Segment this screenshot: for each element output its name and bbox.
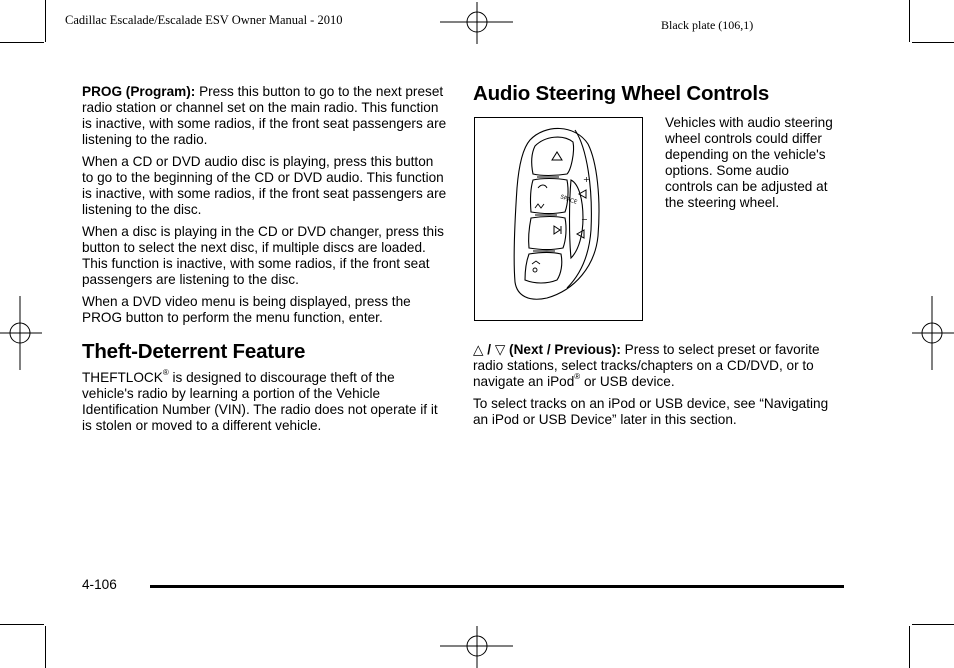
down-arrow-icon: ▽ — [494, 342, 506, 357]
space-label: SPACE — [559, 194, 578, 206]
cd-paragraph: When a CD or DVD audio disc is playing, press this button to go to the beginning of the CD or DVD audio. This function is inactive, with some radios, if the front seat passengers are listening to the disc. — [82, 154, 447, 217]
registration-mark-right — [910, 296, 954, 372]
prog-paragraph — [82, 84, 448, 148]
left-column — [82, 84, 448, 434]
registered-mark: ® — [162, 368, 169, 378]
theftlock-paragraph: THEFTLOCK® is designed to discourage theft of the vehicle's radio by learning a portion of the Vehicle Identification Number (VIN). The radio does not operate if it is stolen or moved to a different vehicle. — [82, 368, 438, 433]
registered-mark: ® — [574, 372, 581, 382]
figure-caption: Vehicles with audio steering wheel controls could differ depending on the vehicle's options. Some audio controls can be adjusted at the steering wheel. — [665, 115, 833, 210]
steering-controls-figure — [474, 117, 643, 321]
manual-title: Cadillac Escalade/Escalade ESV Owner Manual - 2010 — [65, 13, 343, 27]
svg-text:−: − — [581, 215, 588, 224]
registration-mark-bottom — [440, 624, 516, 668]
ipod-paragraph: To select tracks on an iPod or USB device, see “Navigating an iPod or USB Device” later in this section. — [473, 396, 829, 427]
dvd-menu-paragraph: When a DVD video menu is being displayed, press the PROG button to perform the menu function, enter. — [82, 294, 411, 325]
next-previous-label: (Next / Previous): — [505, 342, 621, 357]
registration-mark-left — [0, 296, 44, 372]
audio-controls-heading: Audio Steering Wheel Controls — [473, 82, 770, 105]
prog-label: PROG (Program): — [82, 84, 196, 99]
plate-label: Black plate (106,1) — [661, 18, 754, 32]
registration-mark-top — [440, 2, 516, 46]
page-number: 4-106 — [82, 577, 117, 592]
changer-paragraph: When a disc is playing in the CD or DVD changer, press this button to select the next disc, if multiple discs are loaded. This function is inactive, with some radios, if the front seat passengers are listening to the disc. — [82, 224, 444, 287]
steering-controls-illustration — [475, 118, 642, 320]
footer-rule — [150, 585, 844, 588]
svg-text:+: + — [583, 175, 590, 184]
next-previous-paragraph: △ / ▽ (Next / Previous): Press to select preset or favorite radio stations, select tracks/chapters on a CD/DVD, or to navigate an iPod® or USB device. — [473, 342, 820, 389]
prog-text: Press this button to go to the next preset radio station or channel set on the main radio. This function is inactive, with some radios, if the front seat passengers are listening to the radio. — [82, 84, 447, 147]
up-arrow-icon: △ — [473, 342, 484, 357]
theft-heading: Theft-Deterrent Feature — [82, 340, 306, 363]
